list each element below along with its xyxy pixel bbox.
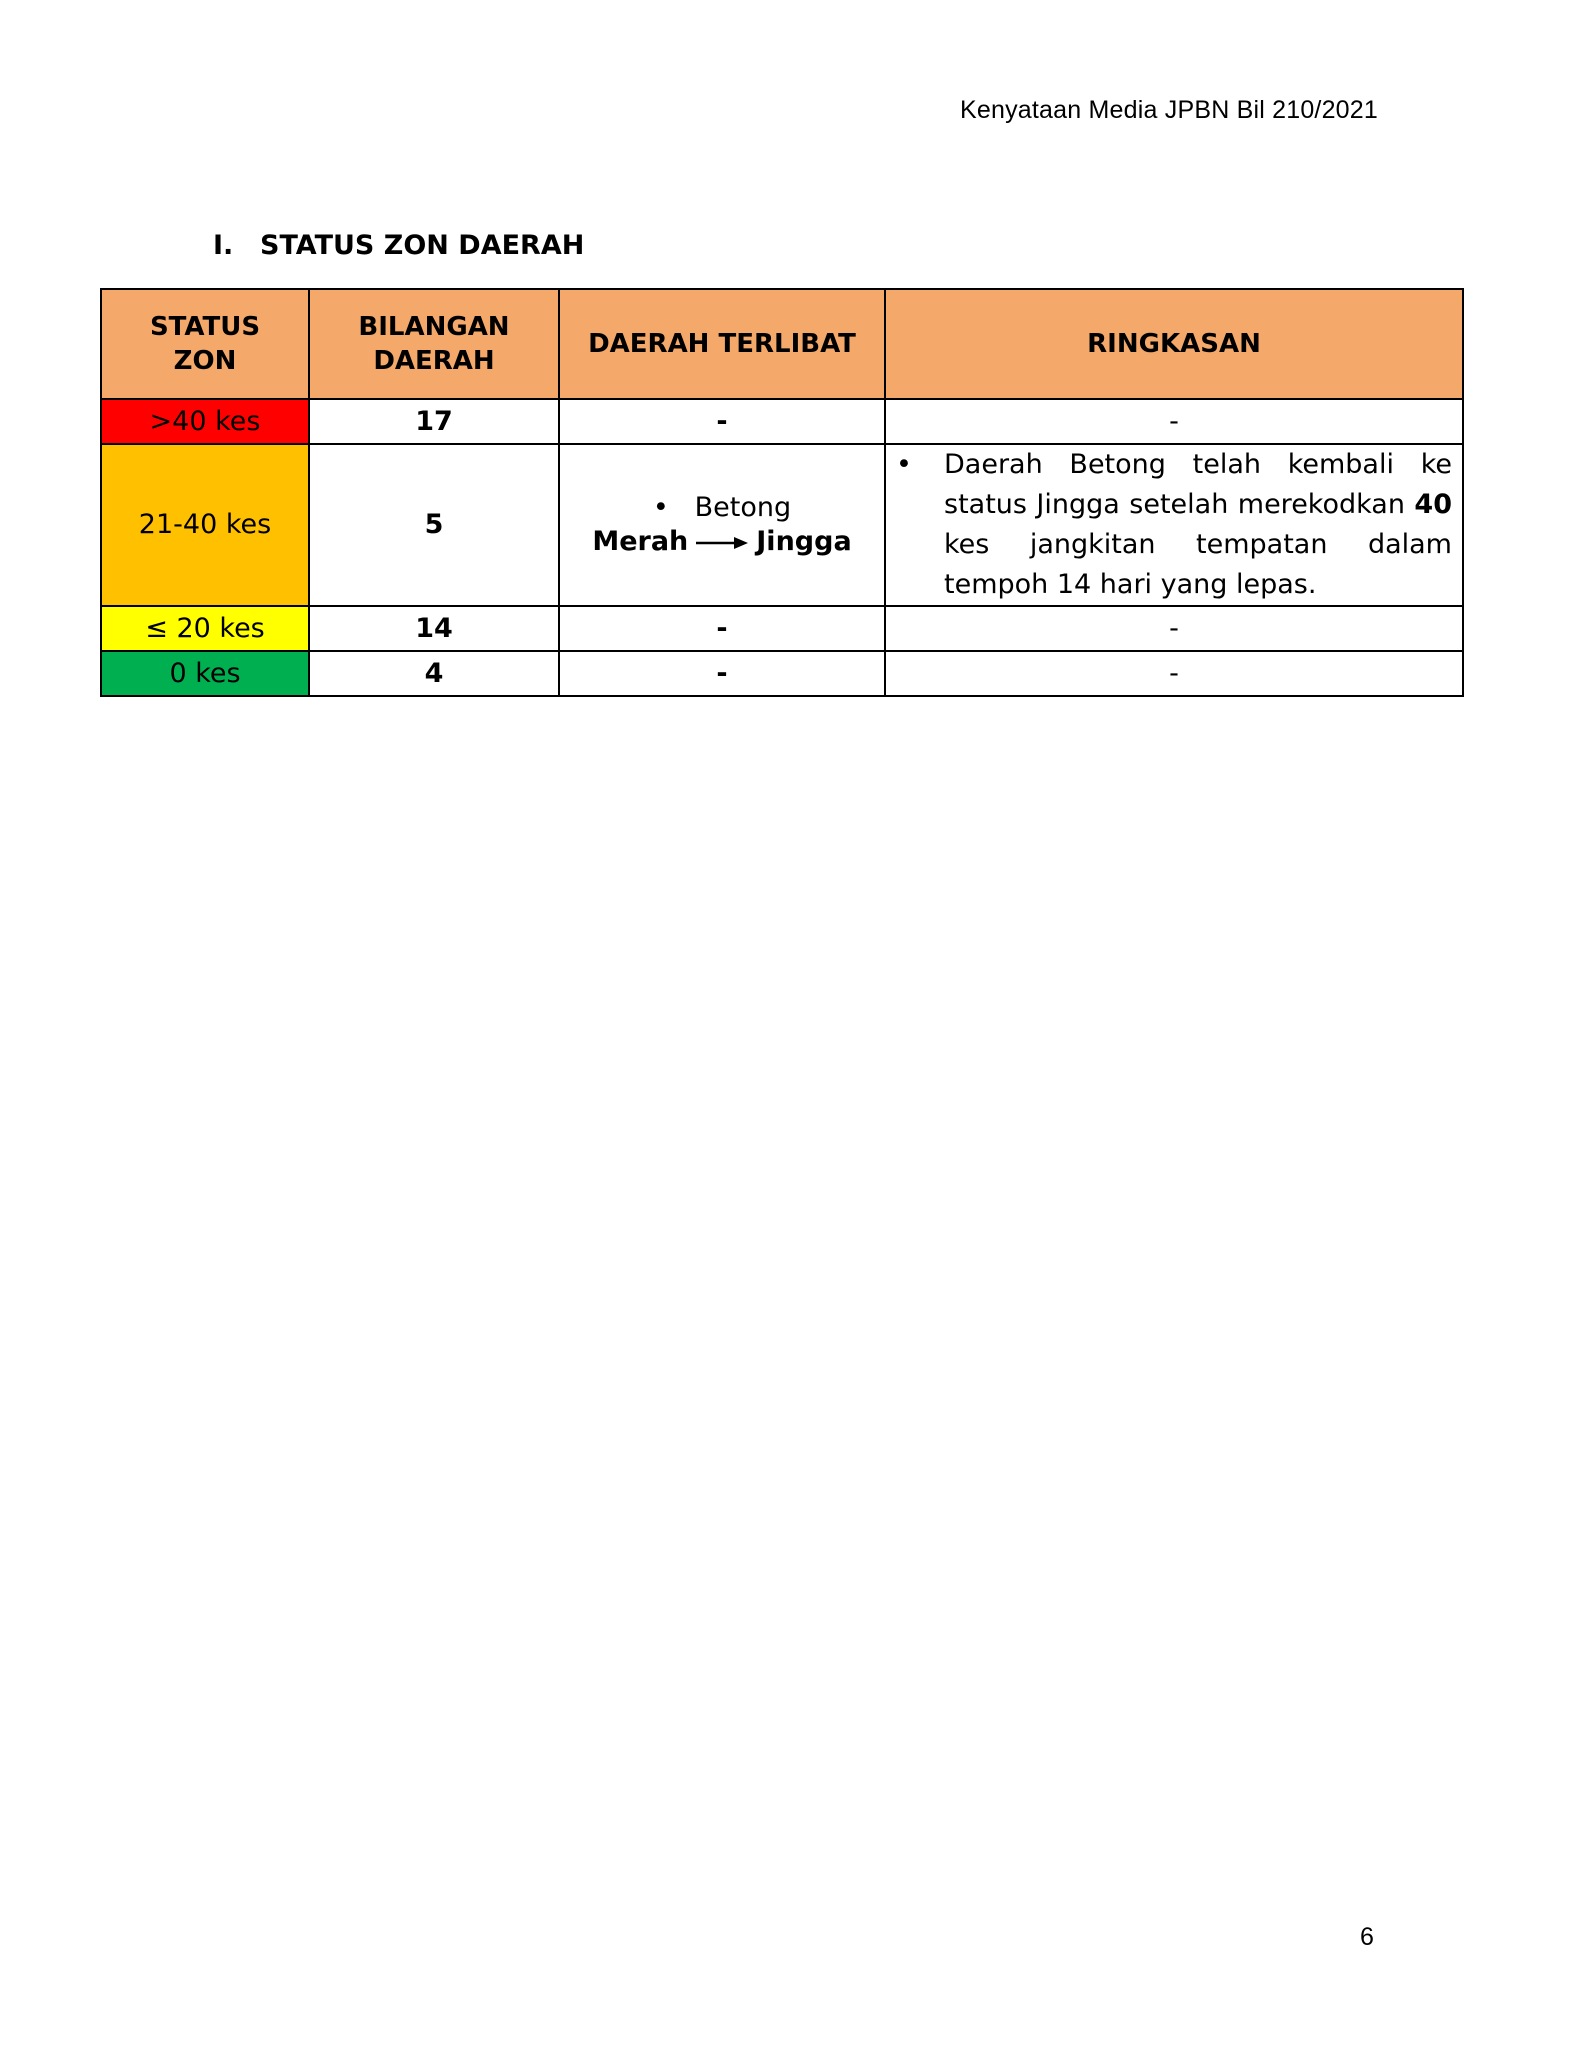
arrow-right-icon [696,535,748,551]
district-list-item [570,491,874,525]
status-zone-cell: 21-40 kes [101,444,309,606]
column-header-summary [885,289,1463,399]
column-header-line: DAERAH TERLIBAT [588,329,856,359]
districts-cell [559,444,885,606]
status-zone-cell: 0 kes [101,651,309,696]
bullet-icon: • [652,492,669,523]
summary-list [896,445,1452,605]
column-header-line: RINGKASAN [1087,329,1261,359]
table-row [101,651,1463,696]
to-zone: Jingga [756,526,852,557]
table-row [101,606,1463,651]
table-row [101,399,1463,444]
district-count-cell: 5 [309,444,559,606]
summary-cell: - [885,399,1463,444]
column-header-line: ZON [173,346,237,376]
from-zone: Merah [592,526,689,557]
section-number: I. [213,230,234,261]
column-header-line: STATUS [149,312,261,342]
summary-text-start: Daerah Betong telah kembali ke status Jingga setelah merekodkan [944,449,1452,520]
district-count-cell: 14 [309,606,559,651]
table-row [101,444,1463,606]
district-count-cell: 17 [309,399,559,444]
column-header-count [309,289,559,399]
summary-cell: - [885,651,1463,696]
zone-transition [570,491,874,559]
bullet-icon: • [896,449,912,480]
districts-cell: - [559,606,885,651]
summary-case-count: 40 [1414,489,1452,520]
transition-line [570,525,874,559]
districts-cell: - [559,399,885,444]
zone-status-table [100,288,1464,697]
section-heading [213,230,584,261]
summary-text-end: kes jangkitan tempatan dalam tempoh 14 hari yang lepas. [944,529,1452,600]
document-reference: Kenyataan Media JPBN Bil 210/2021 [960,96,1378,124]
page-number: 6 [1360,1923,1374,1951]
column-header-line: BILANGAN [358,312,510,342]
column-header-districts [559,289,885,399]
summary-cell: - [885,606,1463,651]
district-count-cell: 4 [309,651,559,696]
table-header-row [101,289,1463,399]
district-name: Betong [694,492,792,523]
column-header-line: DAERAH [373,346,495,376]
section-title: STATUS ZON DAERAH [260,230,585,261]
status-zone-cell: ≤ 20 kes [101,606,309,651]
districts-cell: - [559,651,885,696]
summary-cell [885,444,1463,606]
summary-list-item [896,445,1452,605]
status-zone-cell: >40 kes [101,399,309,444]
column-header-status [101,289,309,399]
